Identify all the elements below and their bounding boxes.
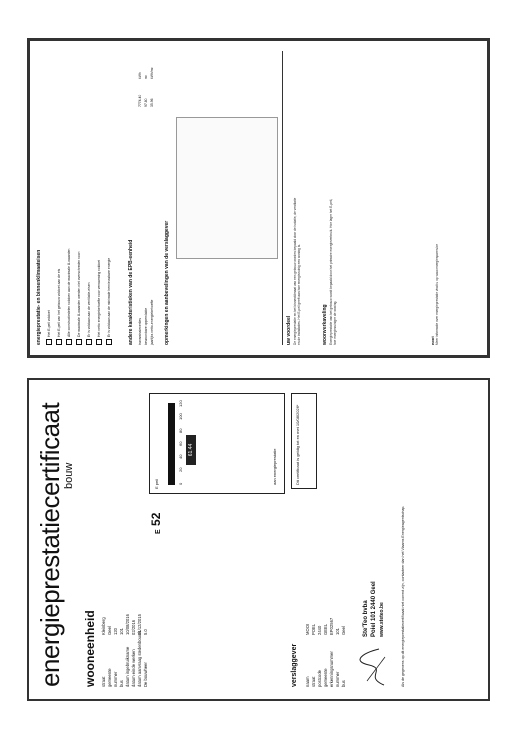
unit-row-value: 10/08/2016 bbox=[125, 614, 130, 635]
unit-row-value: 5.0 bbox=[143, 629, 148, 635]
firm-website: www.steteo.be bbox=[379, 602, 385, 637]
heading-remarks: opmerkingen en aanbevelingen van de verslaggever bbox=[164, 220, 170, 345]
paragraph-1: De energieprestatie en het binnenklimaat van een gebouw worden bepaald door de isolatie, de ventilatie en de installaties. Het E-peil geeft aan hoe energiezuinig een woning is. bbox=[293, 197, 301, 345]
checklist-label: De maximale U-waarden werden niet overschreden voor: bbox=[76, 251, 81, 337]
unit-row-key: datum einde werken bbox=[131, 649, 136, 687]
heading-requirements: energieprestatie- en binnenklimaateisen bbox=[36, 249, 42, 345]
certificate-front-content bbox=[29, 380, 488, 699]
e-level-badge bbox=[149, 513, 163, 534]
unit-row-key: gemeente bbox=[107, 668, 112, 687]
e-level-value: 52 bbox=[149, 512, 163, 526]
reporter-row bbox=[317, 626, 322, 687]
reporter-row-key: postcode bbox=[317, 670, 322, 687]
section-heading-reporter: verslaggever bbox=[291, 643, 298, 687]
reporter-row-value: 2440 bbox=[317, 625, 322, 635]
checklist-label: Het E-peil voldoet bbox=[46, 310, 51, 337]
checklist-row bbox=[86, 283, 92, 345]
unit-row bbox=[119, 628, 124, 687]
scale-legend: aan energieprestatie bbox=[272, 448, 277, 485]
characteristic-value: 97.80 bbox=[144, 98, 148, 107]
reporter-row-key: straat bbox=[311, 676, 316, 687]
energy-scale bbox=[149, 393, 285, 494]
heading-characteristics: andere karakteristieken van de EPB-eenheid bbox=[128, 239, 134, 345]
reporter-row bbox=[335, 628, 340, 687]
checklist-label: Er is voldaan aan de minimale hernieuwbare energie bbox=[106, 257, 111, 337]
checkbox-icon bbox=[96, 339, 102, 345]
unit-row-value: 101 bbox=[119, 628, 124, 635]
unit-row-key: De bouwheer bbox=[143, 662, 148, 687]
checkbox-icon bbox=[46, 339, 52, 345]
checklist-label: Het E-peil van het gebouw voldoet aan de eis bbox=[56, 268, 61, 337]
unit-row bbox=[143, 629, 148, 687]
scale-bar bbox=[168, 403, 175, 485]
reporter-row bbox=[311, 624, 316, 687]
certificate-subtitle: bouw bbox=[63, 462, 75, 489]
unit-row bbox=[131, 620, 136, 687]
scale-tick-label: 40 bbox=[178, 454, 183, 459]
unit-row-value: Geel bbox=[107, 626, 112, 635]
note-label: noot bbox=[430, 336, 435, 345]
unit-row-key: nummer bbox=[113, 671, 118, 687]
reporter-row-value: MOOI bbox=[305, 623, 310, 635]
certificate-front-page bbox=[27, 378, 490, 701]
checklist-row bbox=[46, 310, 52, 345]
unit-row bbox=[101, 617, 106, 687]
certificate-title: energieprestatiecertificaat bbox=[35, 402, 65, 687]
unit-row-key: datum aanvraag stedenbouwk. bbox=[137, 629, 142, 687]
scale-tick-label: 20 bbox=[178, 467, 183, 472]
reporter-row bbox=[341, 626, 346, 687]
reporter-row-value: EP02567 bbox=[329, 617, 334, 635]
checklist-row bbox=[56, 269, 62, 345]
reporter-row-value: POEL bbox=[311, 623, 316, 635]
reporter-row-key: gemeente bbox=[323, 668, 328, 687]
scale-tick-label: 60 bbox=[178, 441, 183, 446]
checklist-row bbox=[106, 258, 112, 345]
firm-address: Poiel 101 2440 Geel bbox=[371, 581, 377, 637]
reporter-row-key: naam bbox=[305, 676, 310, 687]
scale-marker: 61.44 bbox=[186, 435, 196, 465]
unit-row-key: bus bbox=[119, 680, 124, 687]
reporter-row-key: nummer bbox=[335, 671, 340, 687]
checklist-row bbox=[76, 251, 82, 345]
characteristic-label: bewoonbare oppervlakte bbox=[144, 307, 148, 345]
firm-name: Ste'Teo bvba bbox=[363, 600, 369, 637]
unit-row-value: 21/12/2015 bbox=[137, 614, 142, 635]
checkbox-icon bbox=[76, 339, 82, 345]
unit-row bbox=[137, 614, 142, 687]
e-level-prefix: E bbox=[155, 529, 162, 534]
footer-note: Als de gegevens op dit energieprestatiecertificaat niet correct zijn, contacteer dan het Vlaams Energieagentschap. bbox=[401, 505, 405, 687]
remarks-box bbox=[176, 117, 278, 259]
unit-row-value: 02/2016 bbox=[131, 619, 136, 635]
scale-tick-label: 80 bbox=[178, 428, 183, 433]
scale-tick-label: 100 bbox=[178, 413, 183, 420]
paragraph-3: Meer informatie over energieprestatie vindt u op www.energiesparen.be bbox=[435, 244, 439, 345]
checklist-row bbox=[96, 260, 102, 345]
reporter-row-key: bus bbox=[341, 680, 346, 687]
unit-row-value: 120 bbox=[113, 628, 118, 635]
heading-advantage: uw voordeel bbox=[286, 315, 292, 345]
validity-box: Dit certificaat is geldig tot en met 10/08/2026* bbox=[291, 393, 317, 489]
reporter-row bbox=[305, 624, 310, 687]
checkbox-icon bbox=[86, 339, 92, 345]
scale-left-label: E peil bbox=[154, 478, 159, 489]
reporter-row-value: GEEL bbox=[323, 623, 328, 635]
scale-tick-label: 0 bbox=[178, 482, 183, 485]
characteristic-unit: kWh/m² bbox=[150, 67, 154, 79]
reporter-row bbox=[329, 618, 334, 687]
signature bbox=[359, 647, 389, 687]
checklist-label: Het netto energiebehoefte voor verwarming voldoet bbox=[96, 259, 101, 337]
checklist-label: Er is voldaan aan de ventilatie-eisen bbox=[86, 282, 91, 337]
reporter-row-key: erkenningsnummer bbox=[329, 651, 334, 687]
unit-row-value: Kleinberg bbox=[101, 617, 106, 635]
reporter-row bbox=[323, 624, 328, 687]
checklist-row bbox=[66, 249, 72, 345]
certificate-back-content bbox=[30, 41, 487, 355]
characteristic-unit: m² bbox=[144, 75, 148, 79]
checklist-label: Alle constructiedelen voldoen aan de maximale U-waarden bbox=[66, 248, 71, 337]
checkbox-icon bbox=[66, 339, 72, 345]
checkbox-icon bbox=[56, 339, 62, 345]
paragraph-2: Energieprestatie van het gebouw wordt bepaald door het primaire energieverbruik. Hoe lager het E-peil, hoe energiezuiniger de woning. bbox=[329, 198, 337, 345]
divider bbox=[282, 51, 283, 345]
certificate-back-page bbox=[27, 38, 490, 358]
reporter-row-value: Geel bbox=[341, 626, 346, 635]
characteristic-value: 35.96 bbox=[150, 98, 154, 107]
reporter-row-value: 101 bbox=[335, 628, 340, 635]
characteristic-label: transmissieverlies bbox=[138, 318, 142, 345]
unit-row-key: datum ingebruikname bbox=[125, 646, 130, 687]
heading-housing: woonverkaveling bbox=[322, 304, 328, 345]
section-heading-unit: wooneenheid bbox=[83, 610, 97, 687]
checkbox-icon bbox=[106, 339, 112, 345]
characteristic-unit: kWh bbox=[138, 72, 142, 79]
unit-row bbox=[107, 626, 112, 687]
characteristic-value: 7774.40 bbox=[138, 94, 142, 107]
unit-row bbox=[113, 628, 118, 687]
characteristic-label: jaarlijks netto-energiebehoefte bbox=[150, 299, 154, 345]
unit-row-key: straat bbox=[101, 676, 106, 687]
unit-row bbox=[125, 614, 130, 687]
scale-tick-label: 120 bbox=[178, 400, 183, 407]
